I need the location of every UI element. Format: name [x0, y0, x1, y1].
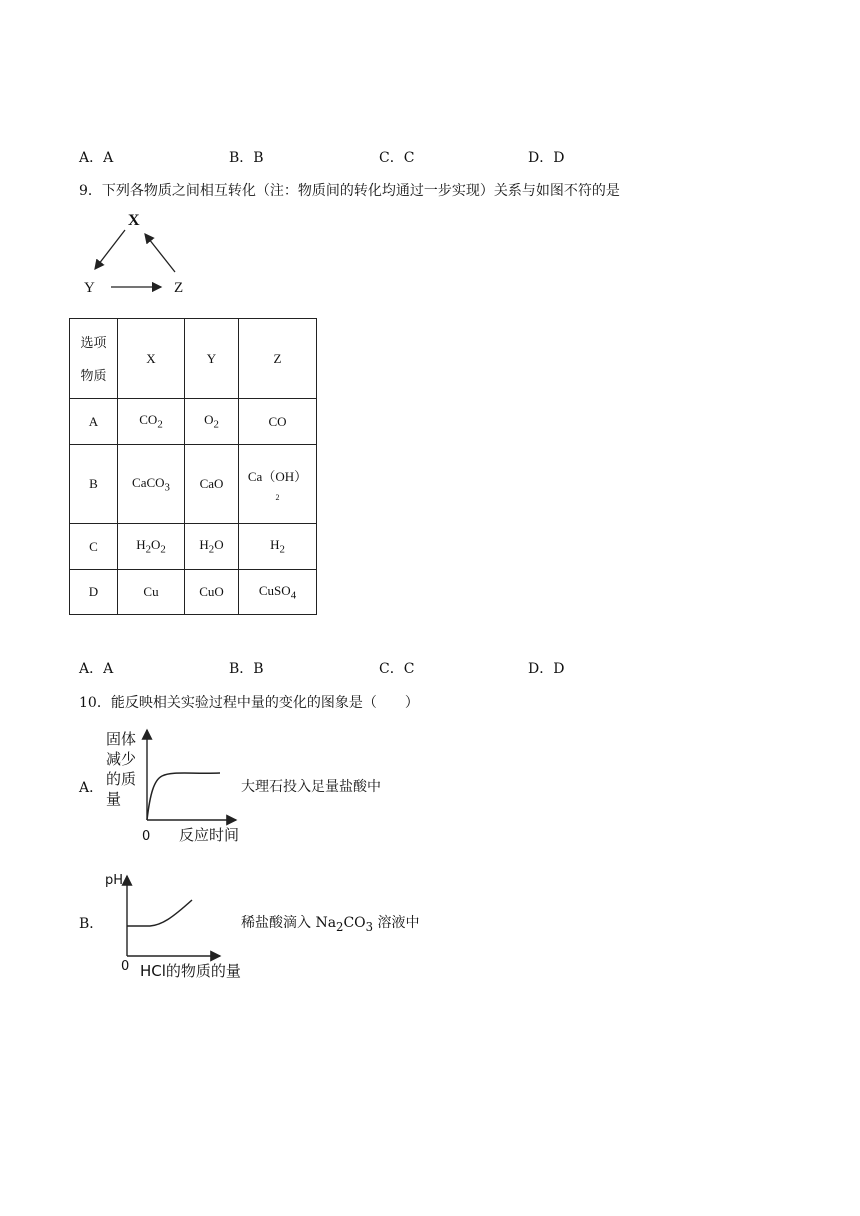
cell-d-y: CuO — [185, 570, 239, 615]
header-top: 选项 — [80, 334, 107, 350]
cell-c-x: $H_2O_2$ — [118, 524, 185, 570]
cell-a-x: $CO_2$ — [118, 399, 185, 445]
row-label-a: A — [70, 399, 118, 445]
q10-stem: 10．能反映相关实验过程中量的变化的图象是（ ） — [79, 695, 419, 711]
col-header-x: X — [118, 319, 185, 399]
cell-b-x: CaCO$_3$ — [118, 445, 185, 524]
q9-option-d: D．D — [528, 661, 565, 677]
cell-d-x: Cu — [118, 570, 185, 615]
col-header-y: Y — [185, 319, 239, 399]
graph-a-ylabel-1: 固体 — [106, 730, 137, 748]
graph-b-ylabel: pH — [105, 873, 124, 888]
q10-a-caption: 大理石投入足量盐酸中 — [241, 779, 381, 795]
q10-a-label: A． — [79, 780, 104, 796]
q9-option-b: B．B — [229, 661, 264, 677]
diagram-label-z: Z — [174, 280, 184, 296]
cell-b-z-subscript: 2 — [275, 493, 280, 502]
q8-option-d: D．D — [528, 150, 565, 166]
conversion-diagram — [75, 208, 205, 300]
col-header-z: Z — [239, 319, 317, 399]
graph-b — [100, 862, 248, 984]
row-label-b: B — [70, 445, 118, 524]
cell-b-z: Ca（OH） 2 — [239, 445, 317, 524]
q10-b-caption: 稀盐酸滴入 $Na_2CO_3$ 溶液中 — [241, 915, 420, 934]
graph-a-ylabel-4: 量 — [106, 790, 122, 808]
cell-c-z: $H_2$ — [239, 524, 317, 570]
diagram-label-x: X — [128, 212, 140, 229]
graph-b-origin: 0 — [121, 959, 130, 974]
cell-b-y: CaO — [185, 445, 239, 524]
q8-option-a: A．A — [79, 150, 114, 166]
q10-b-label: B． — [79, 916, 104, 932]
header-corner — [70, 319, 118, 399]
cell-a-y: $O_2$ — [185, 399, 239, 445]
cell-a-z: CO — [239, 399, 317, 445]
q9-option-c: C．C — [379, 661, 415, 677]
graph-a-ylabel-2: 减少 — [106, 750, 137, 768]
header-bottom: 物质 — [80, 367, 107, 383]
cell-c-y: $H_2O$ — [185, 524, 239, 570]
graph-a — [100, 724, 248, 848]
q9-stem: 9．下列各物质之间相互转化（注：物质间的转化均通过一步实现）关系与如图不符的是 — [79, 183, 620, 199]
graph-a-origin: 0 — [142, 829, 151, 844]
row-label-d: D — [70, 570, 118, 615]
diagram-label-y: Y — [84, 280, 95, 296]
graph-a-curve — [147, 773, 220, 820]
options-table — [69, 318, 317, 615]
graph-b-xlabel: HCl的物质的量 — [140, 962, 241, 980]
q8-option-c: C．C — [379, 150, 415, 166]
cell-d-z: CuSO$_4$ — [239, 570, 317, 615]
graph-a-xlabel: 反应时间 — [179, 826, 240, 844]
graph-a-ylabel-3: 的质 — [106, 770, 137, 788]
q8-option-b: B．B — [229, 150, 264, 166]
arrow-x-to-y — [95, 230, 125, 269]
graph-b-curve — [127, 900, 192, 926]
row-label-c: C — [70, 524, 118, 570]
q9-option-a: A．A — [79, 661, 114, 677]
arrow-z-to-x — [145, 234, 175, 272]
